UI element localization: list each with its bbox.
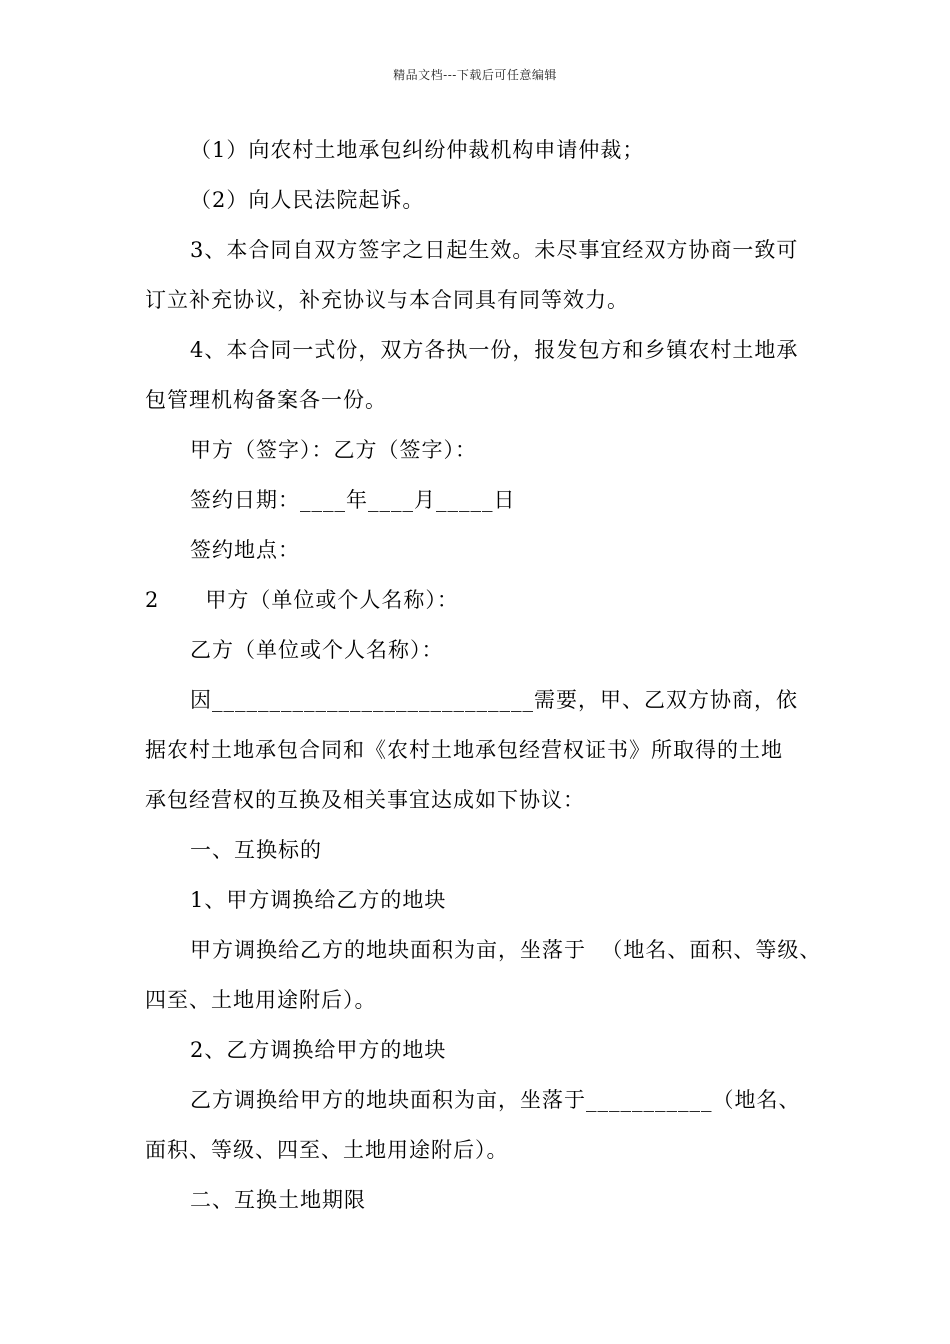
clause-arbitration: （1）向农村土地承包纠纷仲裁机构申请仲裁； bbox=[190, 138, 645, 162]
clause-3-line-1: 3、本合同自双方签字之日起生效。未尽事宜经双方协商一致可 bbox=[190, 238, 799, 262]
party-a-heading: 2 甲方（单位或个人名称）： bbox=[145, 588, 459, 612]
clause-4-line-2: 包管理机构备案各一份。 bbox=[145, 388, 387, 412]
subsection-1-2-line-1: 乙方调换给甲方的地块面积为亩，坐落于___________（地名、 bbox=[190, 1088, 801, 1112]
subsection-1-1-title: 1、甲方调换给乙方的地块 bbox=[190, 888, 447, 912]
clause-lawsuit: （2）向人民法院起诉。 bbox=[190, 188, 425, 212]
signing-place: 签约地点： bbox=[190, 538, 300, 562]
subsection-1-2-title: 2、乙方调换给甲方的地块 bbox=[190, 1038, 447, 1062]
section-1-title: 一、互换标的 bbox=[190, 838, 322, 862]
page-header: 精品文档---下载后可任意编辑 bbox=[393, 68, 557, 82]
subsection-1-2-line-2: 面积、等级、四至、土地用途附后）。 bbox=[145, 1138, 509, 1162]
preamble-line-3: 承包经营权的互换及相关事宜达成如下协议： bbox=[145, 788, 585, 812]
party-b-heading: 乙方（单位或个人名称）： bbox=[190, 638, 444, 662]
preamble-line-2: 据农村土地承包合同和《农村土地承包经营权证书》所取得的土地 bbox=[145, 738, 783, 762]
subsection-1-1-line-2: 四至、土地用途附后）。 bbox=[145, 988, 377, 1012]
signature-line: 甲方（签字）：乙方（签字）： bbox=[190, 438, 477, 462]
clause-4-line-1: 4、本合同一式份，双方各执一份，报发包方和乡镇农村土地承 bbox=[190, 338, 799, 362]
preamble-line-1: 因____________________________需要，甲、乙双方协商，依 bbox=[190, 688, 798, 712]
clause-3-line-2: 订立补充协议，补充协议与本合同具有同等效力。 bbox=[145, 288, 629, 312]
subsection-1-1-line-1: 甲方调换给乙方的地块面积为亩，坐落于 （地名、面积、等级、 bbox=[190, 938, 822, 962]
signing-date: 签约日期：____年____月_____日 bbox=[190, 488, 516, 512]
section-2-title: 二、互换土地期限 bbox=[190, 1188, 366, 1212]
